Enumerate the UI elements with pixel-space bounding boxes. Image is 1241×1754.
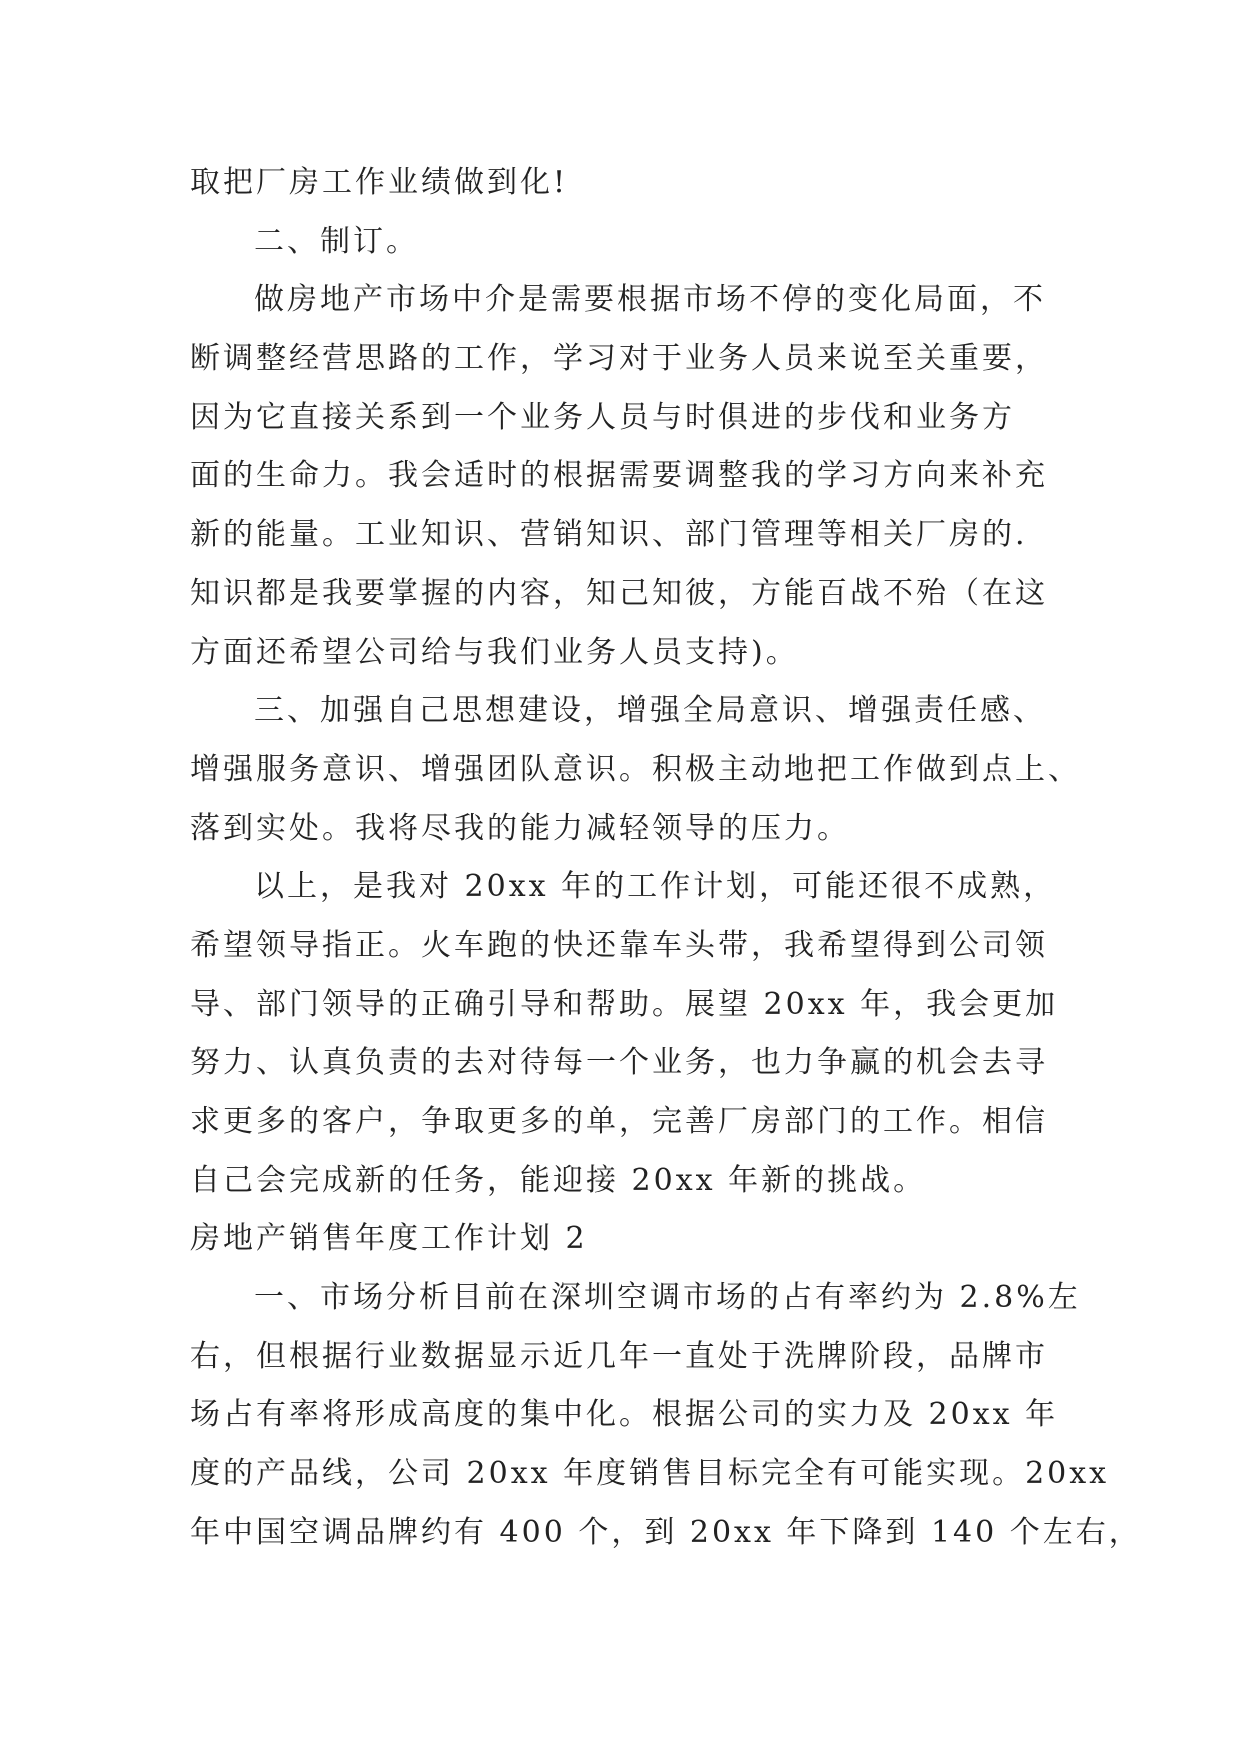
text-line: 二、制订。 [254, 223, 419, 259]
text-line: 因为它直接关系到一个业务人员与时俱进的步伐和业务方 [190, 399, 1015, 435]
text-line: 导、部门领导的正确引导和帮助。展望 20xx 年，我会更加 [190, 986, 1059, 1022]
text-line: 度的产品线，公司 20xx 年度销售目标完全有可能实现。20xx [190, 1456, 1110, 1492]
text-line: 房地产销售年度工作计划 2 [190, 1221, 588, 1257]
text-line: 做房地产市场中介是需要根据市场不停的变化局面，不 [254, 282, 1046, 318]
text-line: 面的生命力。我会适时的根据需要调整我的学习方向来补充 [190, 458, 1048, 494]
text-line: 以上，是我对 20xx 年的工作计划，可能还很不成熟， [254, 869, 1057, 905]
text-line: 落到实处。我将尽我的能力减轻领导的压力。 [190, 810, 850, 846]
body-text [190, 154, 1142, 1563]
text-line: 努力、认真负责的去对待每一个业务，也力争赢的机会去寻 [190, 1045, 1048, 1081]
text-line: 一、市场分析目前在深圳空调市场的占有率约为 2.8%左 [254, 1280, 1081, 1316]
text-line: 取把厂房工作业绩做到化! [190, 165, 569, 200]
text-line: 断调整经营思路的工作，学习对于业务人员来说至关重要， [190, 341, 1048, 377]
text-line: 知识都是我要掌握的内容，知己知彼，方能百战不殆（在这 [190, 575, 1048, 611]
text-line: 场占有率将形成高度的集中化。根据公司的实力及 20xx 年 [190, 1397, 1059, 1433]
text-line: 右，但根据行业数据显示近几年一直处于洗牌阶段，品牌市 [190, 1338, 1048, 1374]
text-line: 自己会完成新的任务，能迎接 20xx 年新的挑战。 [190, 1162, 927, 1198]
text-line: 三、加强自己思想建设，增强全局意识、增强责任感、 [254, 693, 1046, 729]
text-line: 希望领导指正。火车跑的快还靠车头带，我希望得到公司领 [190, 927, 1048, 963]
text-line: 年中国空调品牌约有 400 个，到 20xx 年下降到 140 个左右， [190, 1514, 1142, 1550]
text-line: 新的能量。工业知识、营销知识、部门管理等相关厂房的. [190, 517, 1028, 553]
text-line: 增强服务意识、增强团队意识。积极主动地把工作做到点上、 [190, 751, 1081, 787]
text-line: 求更多的客户，争取更多的单，完善厂房部门的工作。相信 [190, 1104, 1048, 1139]
text-line: 方面还希望公司给与我们业务人员支持)。 [190, 634, 799, 670]
